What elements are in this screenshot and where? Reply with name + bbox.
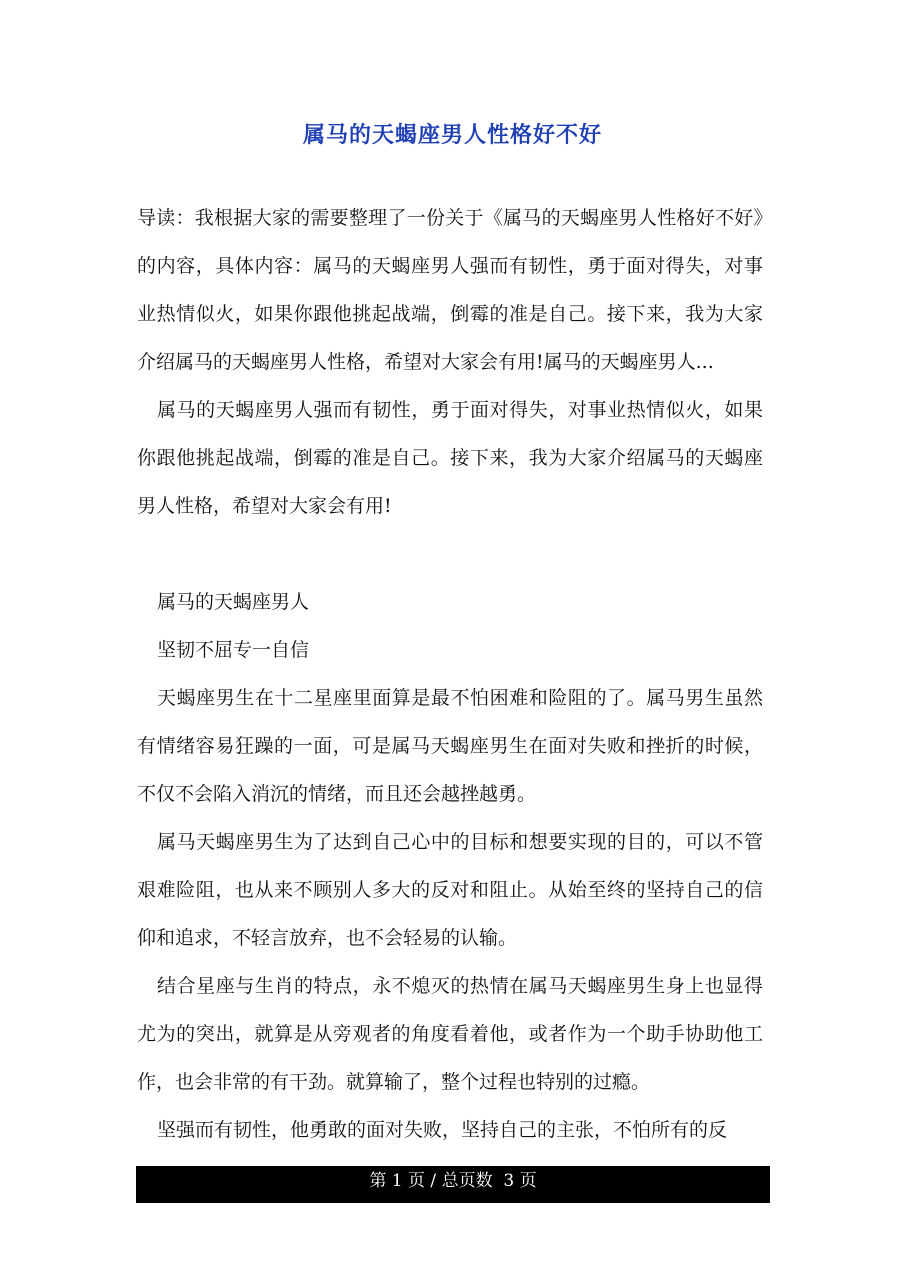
paragraph-2: 天蝎座男生在十二星座里面算是最不怕困难和险阻的了。属马男生虽然有情绪容易狂躁的一面，可是属马天蝎座男生在面对失败和挫折的时候，不仅不会陷入消沉的情绪，而且还会越挫越勇。: [137, 687, 763, 805]
paragraph-3: 属马天蝎座男生为了达到自己心中的目标和想要实现的目的，可以不管艰难险阻，也从来不顾别人多大的反对和阻止。从始至终的坚持自己的信仰和追求，不轻言放弃，也不会轻易的认输。: [137, 831, 763, 949]
document-title: 属马的天蝎座男人性格好不好: [302, 122, 602, 148]
document-body: [137, 194, 763, 1154]
subheading: 属马的天蝎座男人: [157, 591, 310, 613]
blank-line: [137, 530, 763, 578]
paragraph-5: 坚强而有韧性，他勇敢的面对失败，坚持自己的主张，不怕所有的反: [157, 1119, 728, 1141]
paragraph-4: 结合星座与生肖的特点，永不熄灭的热情在属马天蝎座男生身上也显得尤为的突出，就算是从旁观者的角度看着他，或者作为一个助手协助他工作，也会非常的有干劲。就算输了，整个过程也特别的过瘾。: [137, 975, 763, 1093]
intro-paragraph: 导读：我根据大家的需要整理了一份关于《属马的天蝎座男人性格好不好》的内容，具体内容：属马的天蝎座男人强而有韧性，勇于面对得失，对事业热情似火，如果你跟他挑起战端，倒霉的准是自己。接下来，我为大家介绍属马的天蝎座男人性格，希望对大家会有用!属马的天蝎座男人...: [137, 207, 763, 373]
paragraph-1: 属马的天蝎座男人强而有韧性，勇于面对得失，对事业热情似火，如果你跟他挑起战端，倒霉的准是自己。接下来，我为大家介绍属马的天蝎座男人性格，希望对大家会有用!: [137, 399, 763, 517]
section-heading: 坚韧不屈专一自信: [157, 639, 310, 661]
page-footer: 第 1 页 / 总页数 3 页: [136, 1166, 770, 1203]
